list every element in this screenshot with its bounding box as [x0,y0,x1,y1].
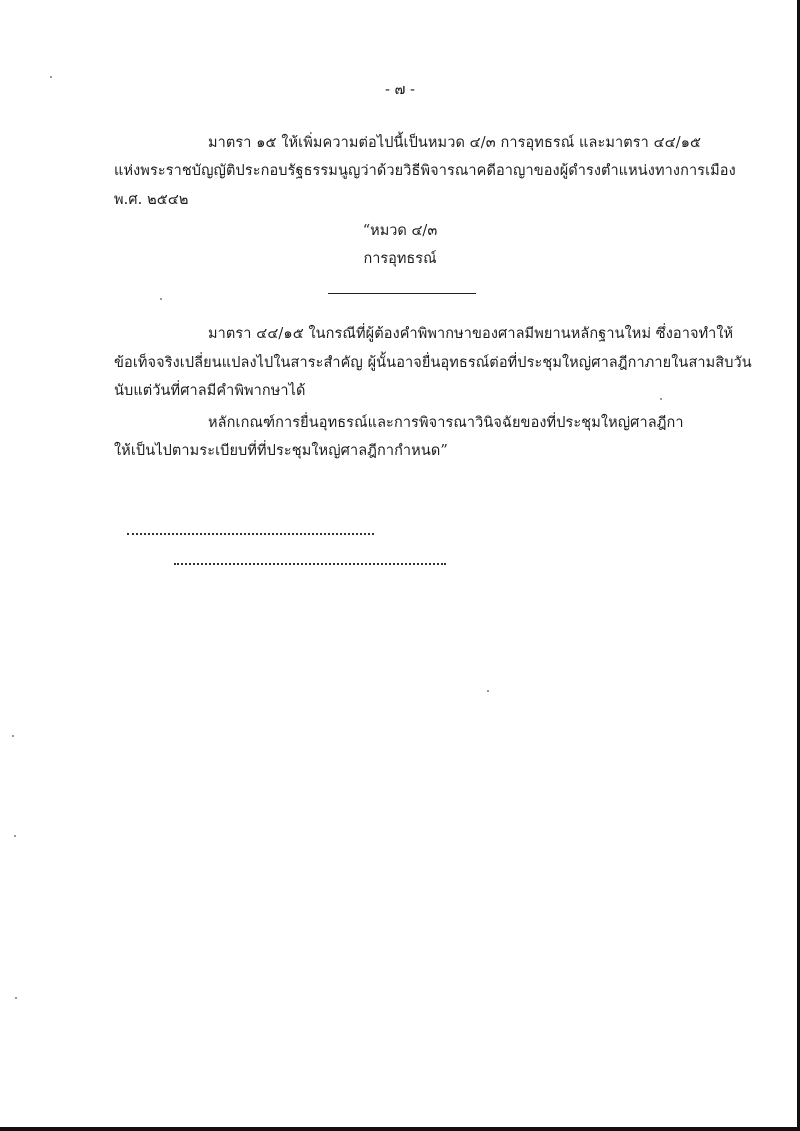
scan-speck [12,735,14,737]
dotted-line-2 [174,563,446,565]
scan-speck [487,690,489,692]
section-44-15-para2-line-1: หลักเกณฑ์การยื่นอุทธรณ์และการพิจารณาวินิจฉัยของที่ประชุมใหญ่ศาลฎีกา [208,415,684,431]
dotted-line-1 [127,533,374,535]
section-15-line-1: มาตรา ๑๕ ให้เพิ่มความต่อไปนี้เป็นหมวด ๔/๓ การอุทธรณ์ และมาตรา ๔๔/๑๕ [208,135,702,151]
section-44-15-line-3: นับแต่วันที่ศาลมีคำพิพากษาได้ [114,383,306,399]
scan-speck [50,76,52,78]
scan-speck [160,298,162,300]
section-15-line-3: พ.ศ. ๒๕๔๒ [114,192,189,208]
scan-speck [14,835,16,837]
scan-speck [660,398,662,400]
scan-speck [15,997,17,999]
section-44-15-line-2: ข้อเท็จจริงเปลี่ยนแปลงไปในสาระสำคัญ ผู้นั้นอาจยื่นอุทธรณ์ต่อที่ประชุมใหญ่ศาลฎีกาภายในสามสิบวัน [114,355,752,371]
chapter-title: การอุทธรณ์ [363,251,437,267]
section-44-15-line-1: มาตรา ๔๔/๑๕ ในกรณีที่ผู้ต้องคำพิพากษาของศาลมีพยานหลักฐานใหม่ ซึ่งอาจทำให้ [208,326,734,342]
page-number: - ๗ - [385,82,415,98]
chapter-heading: “หมวด ๔/๓ [362,223,438,239]
section-44-15-para2-line-2: ให้เป็นไปตามระเบียบที่ที่ประชุมใหญ่ศาลฎีกากำหนด” [114,443,448,459]
section-divider [328,293,476,294]
scan-edge-bottom [0,1127,800,1131]
section-15-line-2: แห่งพระราชบัญญัติประกอบรัฐธรรมนูญว่าด้วยวิธีพิจารณาคดีอาญาของผู้ดำรงตำแหน่งทางการเมือง [114,163,736,179]
